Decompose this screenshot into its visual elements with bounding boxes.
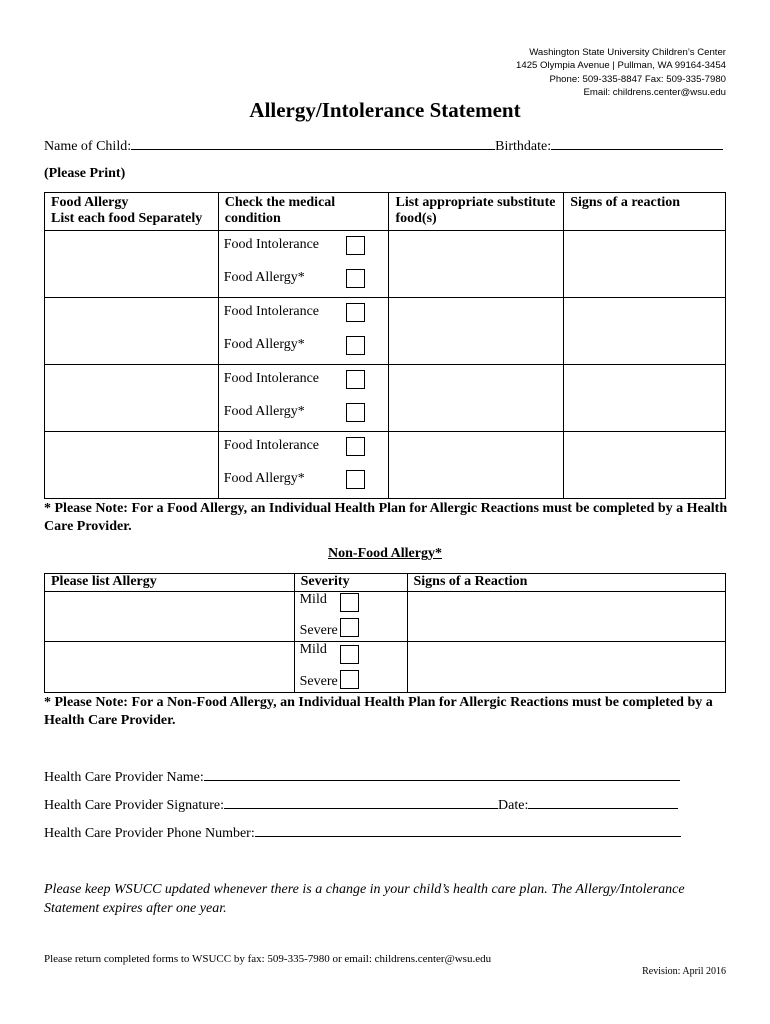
food-allergy-note: * Please Note: For a Food Allergy, an Individual Health Plan for Allergic Reactions must be completed by a Health Care Provider. (44, 501, 728, 534)
col-substitute (389, 193, 564, 231)
food-allergy-checkbox[interactable] (346, 470, 365, 489)
table-row (45, 642, 726, 693)
provider-phone-label: Health Care Provider Phone Number: (44, 826, 255, 841)
org-phone-fax: Phone: 509-335-8847 Fax: 509-335-7980 (549, 73, 726, 85)
child-name-field[interactable] (131, 137, 495, 150)
allergy-cell[interactable] (45, 642, 295, 693)
condition-cell (218, 365, 389, 432)
food-intolerance-checkbox[interactable] (346, 370, 365, 389)
center-contact-header (516, 46, 726, 100)
reminder-text: Please keep WSUCC updated whenever there is a change in your child’s health care plan. The Allergy/Intolerance Statement expires after one year. (44, 882, 685, 916)
substitute-cell[interactable] (389, 432, 564, 499)
substitute-cell[interactable] (389, 365, 564, 432)
food-allergy-checkbox[interactable] (346, 336, 365, 355)
child-row (44, 137, 723, 155)
mild-checkbox[interactable] (340, 593, 359, 612)
provider-signature-label: Health Care Provider Signature: (44, 798, 225, 813)
date-field[interactable] (528, 796, 678, 809)
col-substitute-line2: food(s) (395, 211, 437, 226)
food-cell[interactable] (45, 298, 219, 365)
org-name: Washington State University Children’s Center (529, 47, 726, 58)
condition-cell (218, 432, 389, 499)
mild-label: Mild (299, 592, 327, 607)
col-signs-reaction: Signs of a Reaction (407, 574, 726, 592)
food-allergy-label: Food Allergy* (223, 404, 305, 419)
severe-label: Severe (299, 623, 338, 638)
provider-name-label: Health Care Provider Name: (44, 770, 204, 785)
food-cell[interactable] (45, 365, 219, 432)
signs-cell[interactable] (564, 432, 726, 499)
mild-checkbox[interactable] (340, 645, 359, 664)
food-cell[interactable] (45, 231, 219, 298)
signs-cell[interactable] (564, 298, 726, 365)
food-intolerance-label: Food Intolerance (223, 237, 319, 252)
substitute-cell[interactable] (389, 298, 564, 365)
signs-cell[interactable] (564, 365, 726, 432)
food-allergy-label: Food Allergy* (223, 270, 305, 285)
food-allergy-label: Food Allergy* (223, 337, 305, 352)
non-food-heading: Non-Food Allergy* (328, 546, 442, 561)
severe-checkbox[interactable] (340, 618, 359, 637)
col-severity: Severity (294, 574, 407, 592)
food-allergy-table (44, 192, 726, 499)
provider-phone-field[interactable] (255, 824, 681, 837)
food-allergy-checkbox[interactable] (346, 269, 365, 288)
please-print: (Please Print) (44, 166, 126, 181)
page-title: Allergy/Intolerance Statement (249, 98, 521, 122)
severity-cell (294, 592, 407, 642)
provider-phone-row (44, 824, 681, 842)
revision-date: Revision: April 2016 (642, 966, 726, 977)
non-food-header (45, 574, 726, 592)
food-allergy-label: Food Allergy* (223, 471, 305, 486)
condition-cell (218, 231, 389, 298)
table-row (45, 592, 726, 642)
severity-cell (294, 642, 407, 693)
table-row (45, 432, 726, 499)
condition-cell (218, 298, 389, 365)
non-food-allergy-note: * Please Note: For a Non-Food Allergy, an Individual Health Plan for Allergic Reactions must be completed by a Health Care Provider. (44, 695, 713, 728)
reaction-cell[interactable] (407, 642, 726, 693)
allergy-cell[interactable] (45, 592, 295, 642)
provider-name-row (44, 768, 680, 786)
birthdate-label: Birthdate: (495, 139, 552, 154)
org-address: 1425 Olympia Avenue | Pullman, WA 99164-3454 (516, 60, 726, 72)
mild-label: Mild (299, 642, 327, 657)
provider-signature-row (44, 796, 678, 814)
return-instructions: Please return completed forms to WSUCC by fax: 509-335-7980 or email: childrens.center@wsu.edu (44, 953, 492, 965)
signs-cell[interactable] (564, 231, 726, 298)
non-food-allergy-table (44, 573, 726, 693)
col-signs: Signs of a reaction (564, 193, 726, 231)
provider-signature-field[interactable] (224, 796, 498, 809)
food-intolerance-checkbox[interactable] (346, 437, 365, 456)
table-row (45, 298, 726, 365)
severe-label: Severe (299, 674, 338, 689)
food-intolerance-label: Food Intolerance (223, 304, 319, 319)
col-food-allergy-line2: List each food Separately (51, 211, 203, 226)
col-food-allergy (45, 193, 219, 231)
food-table-header (45, 193, 726, 231)
food-allergy-checkbox[interactable] (346, 403, 365, 422)
col-food-allergy-line1: Food Allergy (51, 195, 129, 210)
col-medical-condition (218, 193, 389, 231)
food-intolerance-label: Food Intolerance (223, 438, 319, 453)
food-intolerance-label: Food Intolerance (223, 371, 319, 386)
food-intolerance-checkbox[interactable] (346, 236, 365, 255)
table-row (45, 231, 726, 298)
col-substitute-line1: List appropriate substitute (395, 195, 556, 210)
severe-checkbox[interactable] (340, 670, 359, 689)
food-cell[interactable] (45, 432, 219, 499)
col-medical-line1: Check the medical (224, 195, 336, 210)
food-intolerance-checkbox[interactable] (346, 303, 365, 322)
reaction-cell[interactable] (407, 592, 726, 642)
provider-name-field[interactable] (204, 768, 680, 781)
col-medical-line2: condition (224, 211, 281, 226)
date-label: Date: (498, 798, 529, 813)
org-email: Email: childrens.center@wsu.edu (583, 87, 726, 99)
substitute-cell[interactable] (389, 231, 564, 298)
table-row (45, 365, 726, 432)
col-list-allergy: Please list Allergy (45, 574, 295, 592)
child-name-label: Name of Child: (44, 139, 132, 154)
birthdate-field[interactable] (551, 137, 723, 150)
